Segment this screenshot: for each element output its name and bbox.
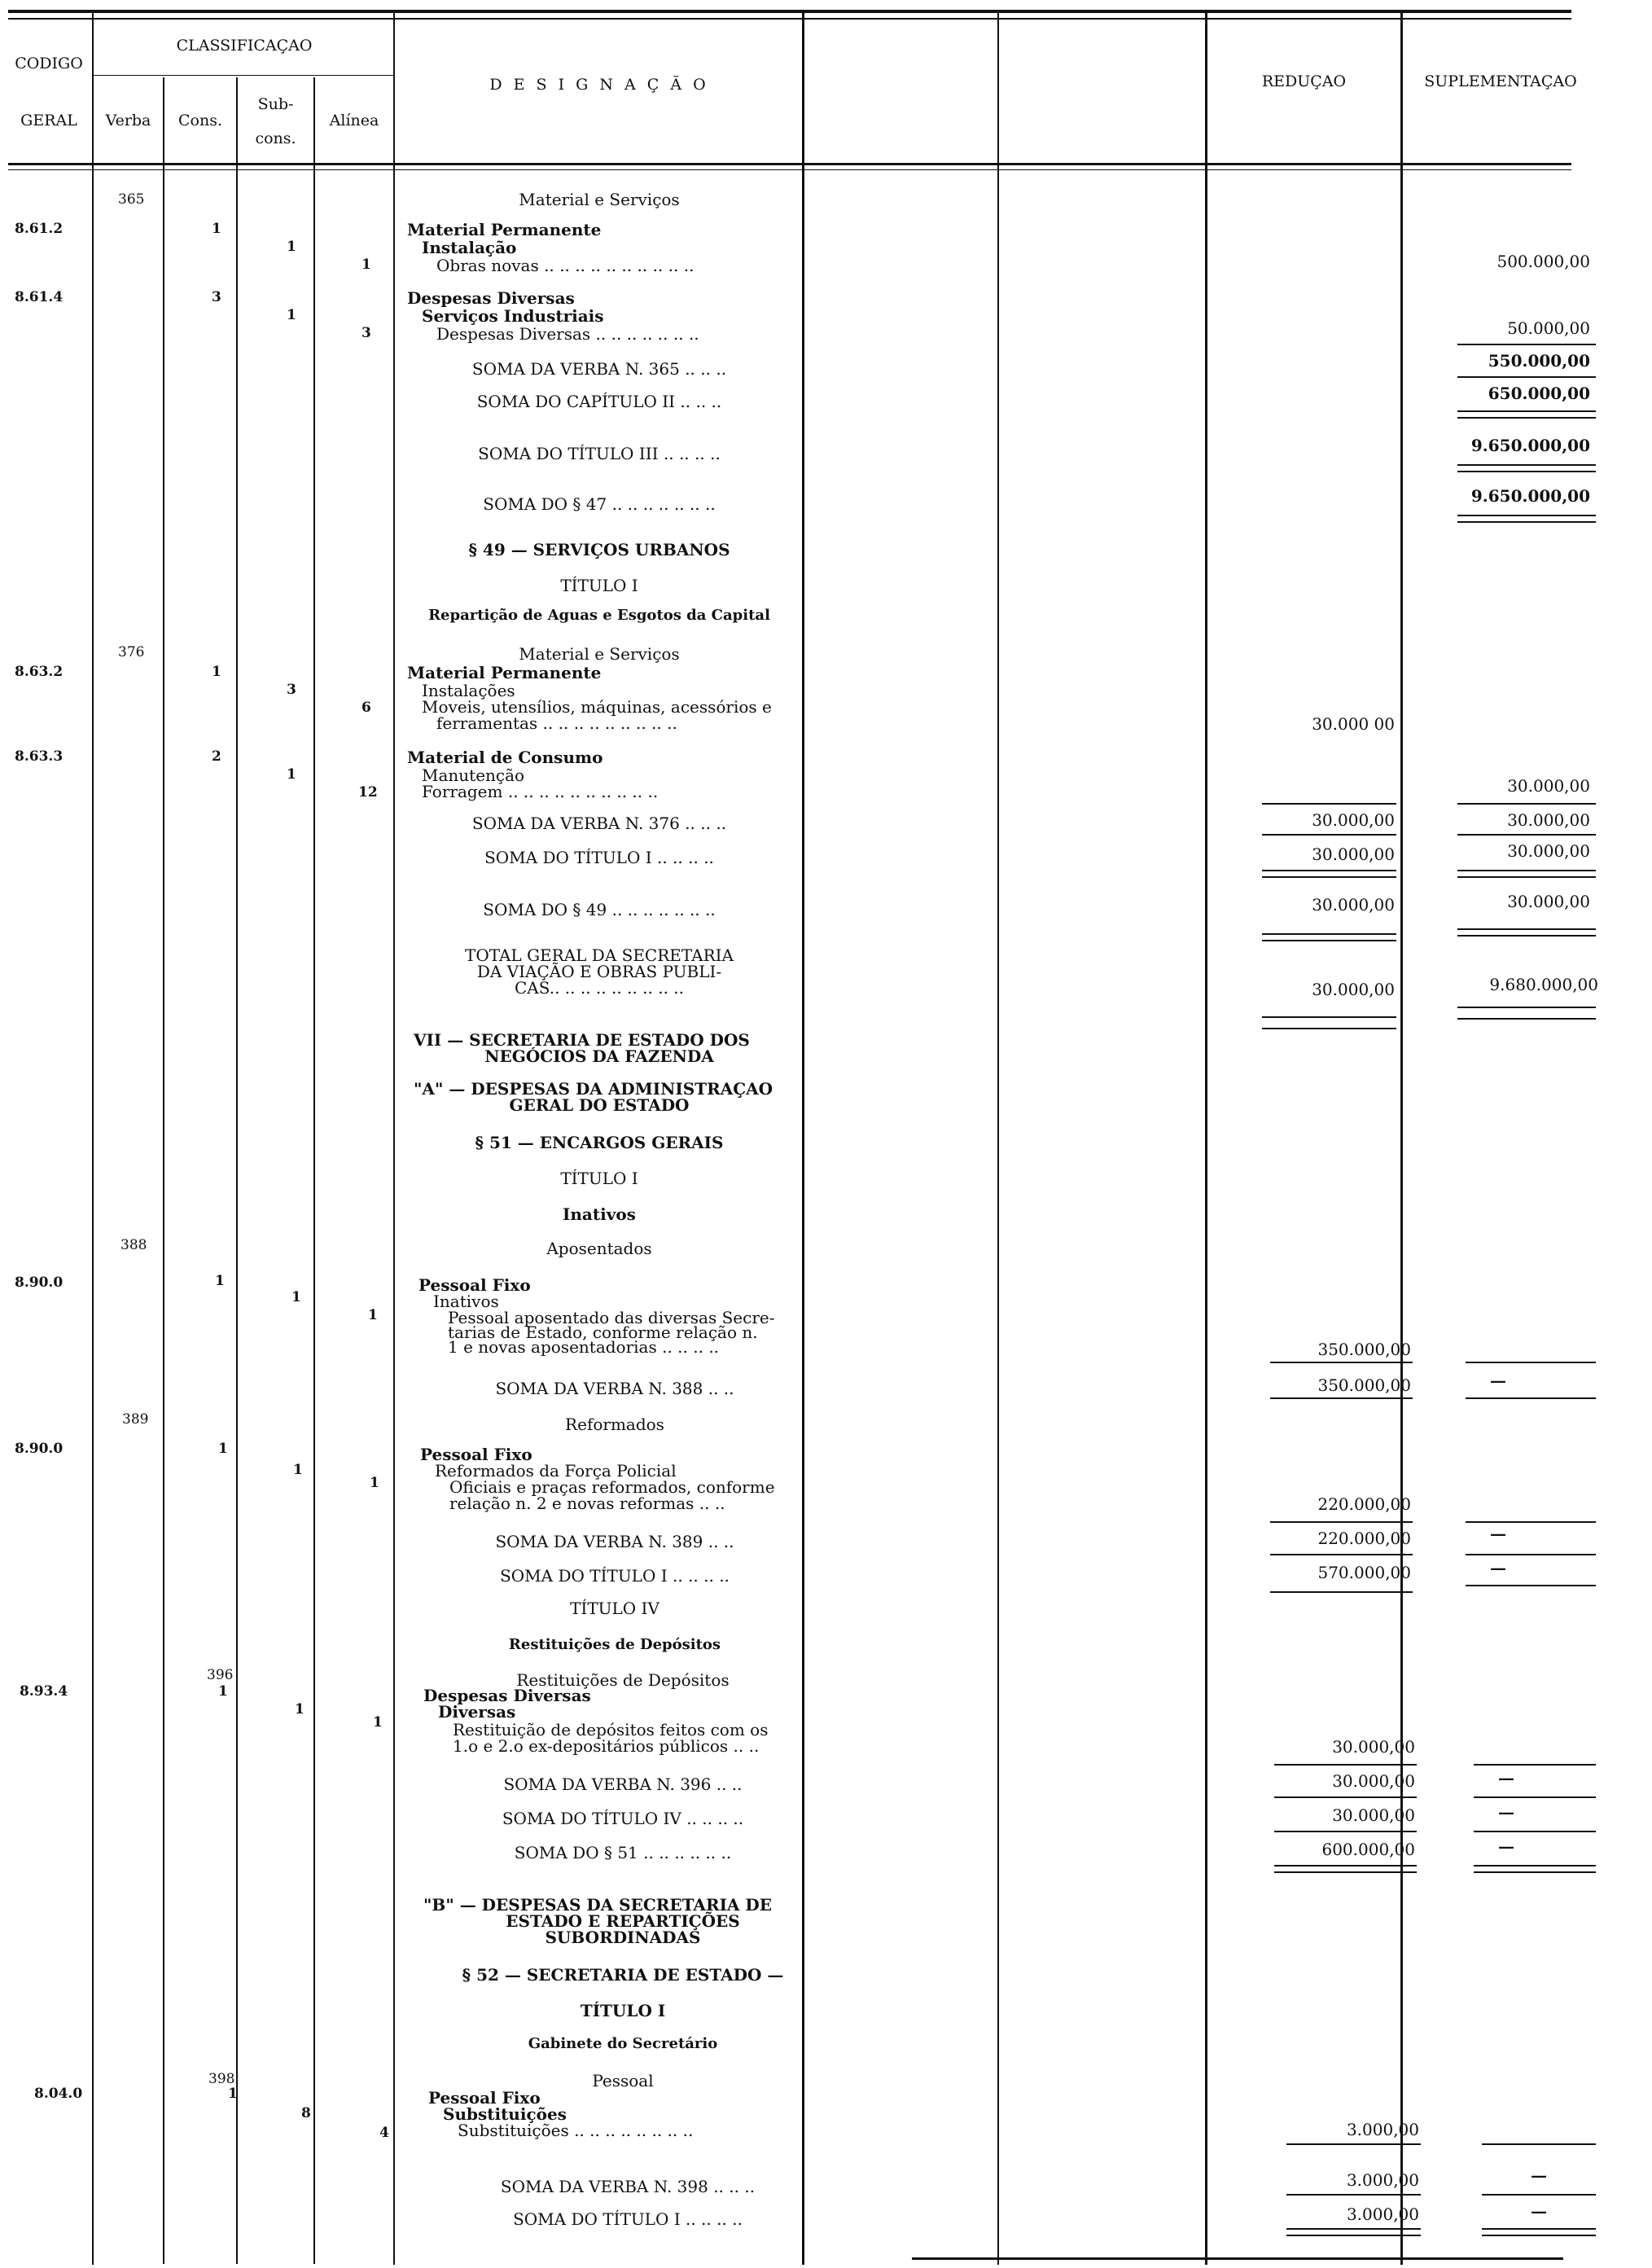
- rule-sup-21: [1466, 1585, 1596, 1586]
- sub-r2: 1: [287, 239, 296, 255]
- rule-red-5: [1262, 933, 1396, 935]
- secretaria-fazenda-line-2: NEGÓCIOS DA FAZENDA: [484, 1046, 714, 1066]
- r3-line-2: Serviços Industriais: [422, 306, 604, 326]
- verba-396: 396: [207, 1667, 234, 1683]
- rule-sup-1: [1457, 344, 1596, 345]
- r8-reducao: 30.000,00: [1332, 1737, 1415, 1757]
- rule-sup-22: [1474, 1764, 1596, 1766]
- despesas-a-line-1: "A" — DESPESAS DA ADMINISTRAÇAO: [414, 1079, 773, 1099]
- rule-red-11: [1270, 1521, 1413, 1523]
- r8-line-1: Despesas Diversas: [423, 1686, 591, 1705]
- despesas-b-line-3: SUBORDINADAS: [545, 1928, 701, 1947]
- sub-r5: 1: [287, 766, 296, 783]
- alinea-r4: 6: [362, 700, 371, 716]
- r8-line-2: Diversas: [438, 1702, 516, 1722]
- header-codigo: CODIGO: [15, 55, 83, 72]
- rule-sup-17: [1466, 1362, 1596, 1363]
- rule-red-21: [1286, 2228, 1421, 2230]
- soma-verba-388-sup: —: [1490, 1371, 1506, 1390]
- soma-verba-398: SOMA DA VERBA N. 398 .. .. ..: [500, 2177, 756, 2196]
- heading-inativos: Inativos: [563, 1204, 636, 1224]
- soma-verba-376-red: 30.000,00: [1312, 810, 1395, 830]
- header-bottom-rule: [8, 163, 1571, 165]
- cons-r9: 1: [228, 2086, 238, 2102]
- r5-line-1: Material de Consumo: [407, 748, 603, 767]
- r9-line-2: Substituições: [443, 2104, 567, 2124]
- rule-red-6: [1262, 940, 1396, 941]
- rule-sup-5: [1457, 464, 1596, 466]
- soma-capitulo-2-sup: 650.000,00: [1488, 384, 1590, 403]
- rule-red-9: [1270, 1362, 1413, 1363]
- r8-line-3: Restituição de depósitos feitos com os: [453, 1720, 769, 1739]
- heading-titulo-1a: TÍTULO I: [560, 576, 638, 595]
- soma-verba-398-red: 3.000,00: [1346, 2170, 1419, 2190]
- r3-suplementacao: 50.000,00: [1507, 318, 1590, 338]
- sub-r4: 3: [287, 682, 296, 698]
- r8-line-4: 1.o e 2.o ex-depositários públicos .. ..: [453, 1736, 760, 1756]
- heading-titulo-4: TÍTULO IV: [570, 1599, 659, 1618]
- soma-verba-389-sup: —: [1490, 1524, 1506, 1543]
- code-8-63-2: 8.63.2: [15, 664, 64, 680]
- rule-sup-11: [1457, 870, 1596, 871]
- rule-red-3: [1262, 870, 1396, 871]
- soma-titulo-4-red: 30.000,00: [1332, 1805, 1415, 1825]
- total-geral-red: 30.000,00: [1312, 980, 1395, 999]
- r7-reducao: 220.000,00: [1317, 1494, 1411, 1514]
- rule-red-18: [1274, 1871, 1417, 1873]
- r3-line-3: Despesas Diversas .. .. .. .. .. .. ..: [436, 324, 699, 344]
- cons-r5: 2: [212, 748, 221, 765]
- soma-verba-398-sup: —: [1531, 2165, 1547, 2185]
- soma-capitulo-2: SOMA DO CAPÍTULO II .. .. ..: [476, 392, 722, 411]
- soma-paragrafo-47: SOMA DO § 47 .. .. .. .. .. .. ..: [483, 494, 716, 514]
- soma-titulo-3: SOMA DO TÍTULO III .. .. .. ..: [478, 444, 721, 463]
- col-rule-2: [163, 77, 164, 2264]
- soma-verba-376: SOMA DA VERBA N. 376 .. .. ..: [471, 814, 727, 833]
- bottom-rule: [912, 2257, 1563, 2260]
- sub-r9: 8: [301, 2105, 311, 2121]
- alinea-r5: 12: [358, 784, 378, 801]
- rule-sup-23: [1474, 1796, 1596, 1798]
- secretaria-fazenda-line-1: VII — SECRETARIA DE ESTADO DOS: [414, 1030, 750, 1050]
- r2-suplementacao: 500.000,00: [1496, 252, 1590, 271]
- soma-titulo-4: SOMA DO TÍTULO IV .. .. .. ..: [502, 1809, 744, 1828]
- rule-sup-30: [1482, 2235, 1596, 2236]
- heading-gabinete: Gabinete do Secretário: [528, 2035, 718, 2052]
- rule-red-17: [1274, 1865, 1417, 1867]
- rule-sup-4: [1457, 417, 1596, 419]
- rule-sup-24: [1474, 1831, 1596, 1832]
- col-rule-8: [1205, 13, 1207, 2265]
- header-suplementacao: SUPLEMENTAÇAO: [1424, 72, 1577, 90]
- soma-paragrafo-49: SOMA DO § 49 .. .. .. .. .. .. ..: [483, 900, 716, 919]
- code-8-90-0-a: 8.90.0: [15, 1274, 64, 1291]
- total-geral-sup: 9.680.000,00: [1489, 975, 1598, 994]
- r4-line-2: Instalações: [422, 681, 515, 700]
- rule-sup-19: [1466, 1521, 1596, 1523]
- alinea-r6: 1: [368, 1307, 378, 1323]
- alinea-r2: 1: [362, 257, 371, 273]
- code-8-63-3: 8.63.3: [15, 748, 64, 765]
- col-rule-3: [236, 77, 238, 2264]
- cons-r8: 1: [218, 1683, 228, 1700]
- soma-titulo-1b-red: 570.000,00: [1317, 1563, 1411, 1582]
- soma-titulo-1c-red: 3.000,00: [1346, 2204, 1419, 2224]
- code-8-61-4: 8.61.4: [15, 289, 64, 305]
- soma-titulo-1a-sup: 30.000,00: [1507, 841, 1590, 861]
- rule-sup-9: [1457, 803, 1596, 805]
- heading-paragrafo-49: § 49 — SERVIÇOS URBANOS: [468, 540, 730, 559]
- top-rule-2: [8, 18, 1571, 20]
- r3-line-1: Despesas Diversas: [407, 288, 575, 308]
- total-geral-line-2: DA VIAÇÃO E OBRAS PUBLI-: [476, 962, 722, 981]
- section-aposentados: Aposentados: [546, 1239, 652, 1258]
- alinea-r7: 1: [370, 1475, 379, 1491]
- rule-sup-20: [1466, 1554, 1596, 1555]
- section-restituicoes: Restituições de Depósitos: [516, 1670, 730, 1690]
- soma-titulo-3-sup: 9.650.000,00: [1470, 436, 1590, 455]
- soma-verba-376-sup: 30.000,00: [1507, 810, 1590, 830]
- rule-sup-16: [1457, 1018, 1596, 1020]
- total-geral-line-3: CAS.. .. .. .. .. .. .. .. ..: [514, 978, 685, 998]
- col-rule-9: [1400, 13, 1403, 2265]
- soma-titulo-1c: SOMA DO TÍTULO I .. .. .. ..: [513, 2209, 743, 2229]
- sub-r3: 1: [287, 307, 296, 323]
- soma-verba-396-red: 30.000,00: [1332, 1771, 1415, 1791]
- soma-verba-388: SOMA DA VERBA N. 388 .. ..: [495, 1379, 734, 1398]
- rule-sup-12: [1457, 876, 1596, 878]
- r6-line-2: Inativos: [433, 1292, 499, 1311]
- soma-verba-389-red: 220.000,00: [1317, 1529, 1411, 1548]
- heading-titulo-1c: TÍTULO I: [580, 2001, 666, 2020]
- col-rule-5: [393, 13, 395, 2265]
- r5-line-3: Forragem .. .. .. .. .. .. .. .. .. ..: [422, 782, 659, 801]
- rule-red-14: [1274, 1764, 1417, 1766]
- r9-reducao: 3.000,00: [1346, 2120, 1419, 2139]
- r4-line-4: ferramentas .. .. .. .. .. .. .. .. ..: [436, 713, 677, 733]
- rule-sup-29: [1482, 2228, 1596, 2230]
- header-classificacao: CLASSIFICAÇAO: [176, 37, 313, 55]
- despesas-b-line-1: "B" — DESPESAS DA SECRETARIA DE: [423, 1895, 772, 1915]
- sub-r7: 1: [293, 1462, 303, 1478]
- col-rule-1: [92, 13, 94, 2265]
- r4-line-3: Moveis, utensílios, máquinas, acessórios e: [422, 697, 772, 717]
- rule-sup-13: [1457, 928, 1596, 930]
- rule-red-22: [1286, 2235, 1421, 2236]
- r2-line-2: Instalação: [422, 238, 517, 257]
- verba-398: 398: [208, 2071, 235, 2087]
- cons-r7: 1: [218, 1441, 228, 1457]
- section-material-servicos-2: Material e Serviços: [519, 644, 680, 664]
- col-rule-7: [997, 13, 999, 2265]
- soma-titulo-1b-sup: —: [1490, 1558, 1506, 1577]
- sub-r8: 1: [295, 1701, 305, 1717]
- heading-paragrafo-52: § 52 — SECRETARIA DE ESTADO —: [462, 1965, 784, 1985]
- soma-titulo-4-sup: —: [1498, 1802, 1514, 1822]
- r6-line-1: Pessoal Fixo: [418, 1275, 531, 1295]
- r5-line-2: Manutenção: [422, 766, 525, 785]
- total-geral-line-1: TOTAL GERAL DA SECRETARIA: [465, 945, 734, 965]
- despesas-b-line-2: ESTADO E REPARTIÇÕES: [506, 1911, 740, 1931]
- rule-red-12: [1270, 1554, 1413, 1555]
- rule-red-8: [1262, 1028, 1396, 1029]
- section-reformados: Reformados: [565, 1415, 664, 1434]
- verba-365: 365: [118, 191, 145, 208]
- section-pessoal: Pessoal: [592, 2071, 654, 2090]
- code-8-04-0: 8.04.0: [34, 2086, 83, 2102]
- r2-line-1: Material Permanente: [407, 220, 602, 239]
- code-8-61-2: 8.61.2: [15, 221, 64, 237]
- r9-line-1: Pessoal Fixo: [428, 2088, 541, 2108]
- r6-line-5: 1 e novas aposentadorias .. .. .. ..: [448, 1337, 720, 1357]
- rule-sup-10: [1457, 834, 1596, 836]
- rule-red-19: [1286, 2143, 1421, 2145]
- rule-sup-27: [1482, 2143, 1596, 2145]
- r6-line-3: Pessoal aposentado das diversas Secre-: [448, 1308, 775, 1327]
- r4-line-1: Material Permanente: [407, 663, 602, 682]
- verba-376: 376: [118, 644, 145, 660]
- soma-verba-365-sup: 550.000,00: [1488, 351, 1590, 371]
- header-cons: Cons.: [177, 112, 222, 129]
- r5-suplementacao: 30.000,00: [1507, 776, 1590, 796]
- soma-paragrafo-47-sup: 9.650.000,00: [1470, 486, 1590, 506]
- soma-verba-396-sup: —: [1498, 1768, 1514, 1788]
- rule-sup-2: [1457, 376, 1596, 378]
- rule-red-13: [1270, 1591, 1413, 1593]
- rule-red-4: [1262, 876, 1396, 878]
- soma-titulo-1c-sup: —: [1531, 2201, 1547, 2221]
- verba-388: 388: [121, 1237, 147, 1253]
- header-geral: GERAL: [20, 112, 77, 129]
- rule-sup-8: [1457, 521, 1596, 523]
- soma-verba-396: SOMA DA VERBA N. 396 .. ..: [503, 1774, 743, 1794]
- r2-line-3: Obras novas .. .. .. .. .. .. .. .. .. ..: [436, 256, 695, 275]
- r6-reducao: 350.000,00: [1317, 1340, 1411, 1359]
- header-bottom-rule-2: [8, 169, 1571, 170]
- heading-restituicoes: Restituições de Depósitos: [508, 1636, 721, 1653]
- r9-line-3: Substituições .. .. .. .. .. .. .. ..: [458, 2121, 694, 2140]
- despesas-a-line-2: GERAL DO ESTADO: [509, 1095, 690, 1115]
- header-alinea: Alínea: [329, 112, 379, 129]
- rule-sup-15: [1457, 1007, 1596, 1008]
- r4-reducao: 30.000 00: [1312, 714, 1395, 734]
- cons-r2: 1: [212, 221, 221, 237]
- heading-titulo-1b: TÍTULO I: [560, 1169, 638, 1188]
- cons-r6: 1: [215, 1273, 225, 1289]
- rule-sup-18: [1466, 1397, 1596, 1399]
- rule-red-15: [1274, 1796, 1417, 1798]
- class-sub-rule: [94, 75, 395, 76]
- rule-sup-25: [1474, 1865, 1596, 1867]
- soma-verba-388-red: 350.000,00: [1317, 1375, 1411, 1395]
- header-designacao: D E S I G N A Ç Ã O: [489, 76, 709, 94]
- soma-paragrafo-49-red: 30.000,00: [1312, 895, 1395, 915]
- rule-sup-6: [1457, 471, 1596, 472]
- alinea-r9: 4: [379, 2125, 389, 2141]
- rule-red-1: [1262, 803, 1396, 805]
- soma-paragrafo-51-red: 600.000,00: [1321, 1840, 1415, 1859]
- sub-r6: 1: [291, 1289, 301, 1305]
- header-verba: Verba: [105, 112, 151, 129]
- rule-red-7: [1262, 1016, 1396, 1018]
- rule-sup-14: [1457, 935, 1596, 937]
- col-rule-4: [313, 77, 315, 2264]
- r7-line-4: relação n. 2 e novas reformas .. ..: [449, 1494, 725, 1513]
- soma-paragrafo-49-sup: 30.000,00: [1507, 892, 1590, 911]
- alinea-r8: 1: [373, 1714, 383, 1731]
- rule-sup-26: [1474, 1871, 1596, 1873]
- soma-verba-365: SOMA DA VERBA N. 365 .. .. ..: [471, 359, 727, 379]
- heading-reparticao: Repartição de Aguas e Esgotos da Capital: [428, 607, 770, 624]
- r7-line-1: Pessoal Fixo: [420, 1445, 532, 1464]
- r7-line-2: Reformados da Força Policial: [435, 1461, 677, 1481]
- section-material-servicos: Material e Serviços: [519, 190, 680, 209]
- soma-paragrafo-51: SOMA DO § 51 .. .. .. .. .. ..: [514, 1843, 732, 1862]
- rule-red-20: [1286, 2194, 1421, 2196]
- rule-red-2: [1262, 834, 1396, 836]
- header-subcons-a: Sub-: [257, 95, 294, 113]
- header-reducao: REDUÇAO: [1261, 72, 1347, 90]
- rule-sup-7: [1457, 515, 1596, 516]
- r6-line-4: tarias de Estado, conforme relação n.: [448, 1323, 758, 1342]
- rule-red-16: [1274, 1831, 1417, 1832]
- rule-sup-3: [1457, 410, 1596, 412]
- cons-r4: 1: [212, 664, 221, 680]
- alinea-r3: 3: [362, 325, 371, 341]
- code-8-93-4: 8.93.4: [20, 1683, 68, 1700]
- top-rule: [8, 10, 1571, 13]
- rule-red-10: [1270, 1397, 1413, 1399]
- rule-sup-28: [1482, 2194, 1596, 2196]
- header-subcons-b: cons.: [255, 129, 296, 147]
- soma-verba-389: SOMA DA VERBA N. 389 .. ..: [495, 1532, 734, 1551]
- soma-titulo-1a: SOMA DO TÍTULO I .. .. .. ..: [484, 848, 714, 867]
- code-8-90-0-b: 8.90.0: [15, 1441, 64, 1457]
- verba-389: 389: [122, 1411, 149, 1428]
- r7-line-3: Oficiais e praças reformados, conforme: [449, 1477, 775, 1497]
- soma-titulo-1b: SOMA DO TÍTULO I .. .. .. ..: [500, 1566, 730, 1586]
- heading-paragrafo-51: § 51 — ENCARGOS GERAIS: [475, 1133, 724, 1152]
- soma-paragrafo-51-sup: —: [1498, 1836, 1514, 1856]
- soma-titulo-1a-red: 30.000,00: [1312, 844, 1395, 864]
- cons-r3: 3: [212, 289, 221, 305]
